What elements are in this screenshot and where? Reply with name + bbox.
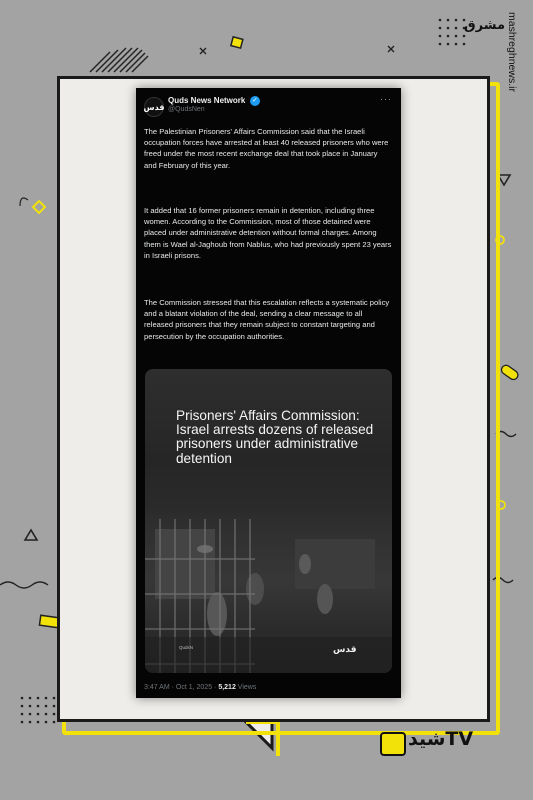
tweet-media-image[interactable] [145, 369, 392, 673]
avatar[interactable]: قدس [144, 97, 164, 117]
media-watermark: QudsN [179, 645, 194, 650]
author-handle[interactable]: @QudsNen [168, 106, 205, 113]
site-url[interactable]: mashreghnews.ir [506, 12, 518, 92]
media-headline: Prisoners' Affairs Commission: Israel arrests dozens of released prisoners under administrative detention [176, 408, 374, 466]
site-logo: مشرق [464, 18, 505, 33]
hatched-semicircle [90, 48, 148, 72]
views-count: 5,212 [218, 684, 236, 691]
views-label: Views [235, 684, 257, 691]
tweet-paragraph: It added that 16 former prisoners remain in detention, including three women. According to the Commission, most of those detained were placed under administrative detention without formal charges. Among them is Wael al-Jaghoub from Nablus, who had previously spent 23 years in Israeli prisons. [144, 206, 392, 260]
tv-logo-icon [380, 732, 406, 756]
tweet-timestamp[interactable]: 3:47 AM · Oct 1, 2025 · [144, 684, 219, 691]
dot-grid-bottom [21, 697, 56, 724]
site-branding [464, 8, 530, 138]
more-dots-icon[interactable]: ··· [380, 94, 392, 104]
tweet-paragraph: The Commission stressed that this escalation reflects a systematic policy and a blatant violation of the deal, sending a clear message to all released prisoners that they remain subject to constant targeting and persecution by the occupation authorities. [144, 298, 390, 341]
bottom-brand: شیدTV [408, 728, 474, 750]
tweet-meta [144, 684, 256, 691]
dot-grid-top [439, 19, 466, 46]
tweet-paragraph: The Palestinian Prisoners' Affairs Commission said that the Israeli occupation forces have arrested at least 40 released prisoners who were freed under the most recent exchange deal that took place in January and February of this year. [144, 127, 389, 170]
media-logo: قدس [333, 645, 357, 655]
author-name[interactable]: Quds News Network [168, 96, 246, 105]
verified-badge-icon: ✓ [250, 96, 260, 106]
tweet-card [136, 88, 401, 698]
